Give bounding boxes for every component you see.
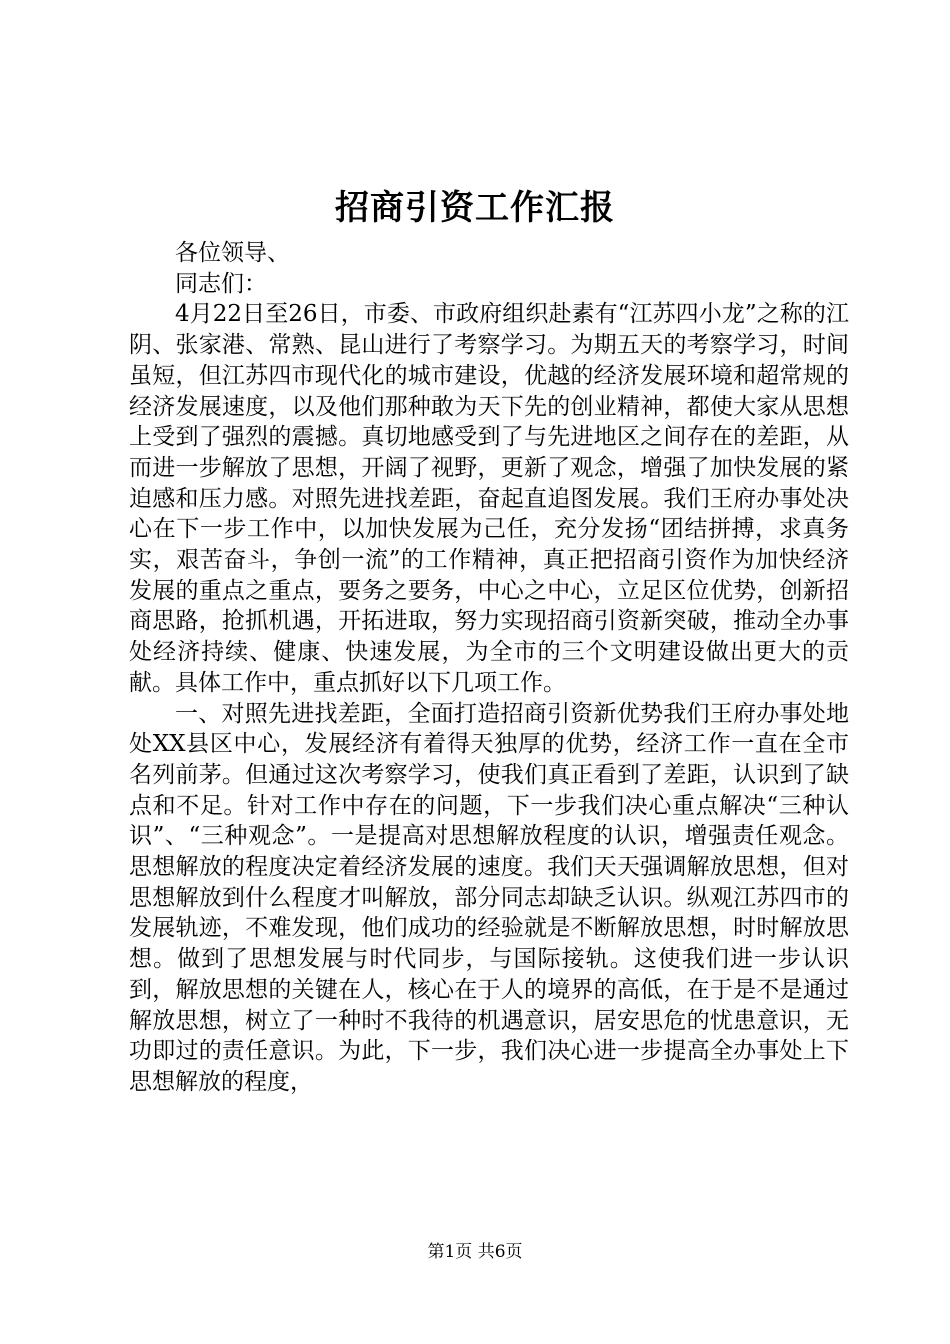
document-title: 招商引资工作汇报 [335,188,615,228]
salutation-line: 同志们： [175,270,267,297]
body-paragraph: 一、对照先进找差距，全面打造招商引资新优势我们王府办事处地处XX县区中心，发展经济有着得天独厚的优势，经济工作一直在全市名列前茅。但通过这次考察学习，使我们真正看到了差距，认识到了缺点和不足。针对工作中存在的问题，下一步我们决心重点解决“三种认识”、“三种观念”。一是提高对思想解放程度的认识，增强责任观念。思想解放的程度决定着经济发展的速度。我们天天强调解放思想，但对思想解放到什么程度才叫解放，部分同志却缺乏认识。纵观江苏四市的发展轨迹，不难发现，他们成功的经验就是不断解放思想，时时解放思想。做到了思想发展与时代同步，与国际接轨。这使我们进一步认识到，解放思想的关键在人，核心在于人的境界的高低，在于是不是通过解放思想，树立了一种时不我待的机遇意识，居安思危的忧患意识，无功即过的责任意识。为此，下一步，我们决心进一步提高全办事处上下思想解放的程度， [129,700,849,1095]
page-number-footer: 第1页 共6页 [427,1242,523,1262]
document-body [129,238,849,1098]
salutation-line: 各位领导、 [175,240,290,266]
body-paragraph: 4月22日至26日，市委、市政府组织赴素有“江苏四小龙”之称的江阴、张家港、常熟、昆山进行了考察学习。为期五天的考察学习，时间虽短，但江苏四市现代化的城市建设，优越的经济发展环境和超常规的经济发展速度，以及他们那种敢为天下先的创业精神，都使大家从思想上受到了强烈的震撼。真切地感受到了与先进地区之间存在的差距，从而进一步解放了思想，开阔了视野，更新了观念，增强了加快发展的紧迫感和压力感。对照先进找差距，奋起直追图发展。我们王府办事处决心在下一步工作中，以加快发展为己任，充分发扬“团结拼搏，求真务实，艰苦奋斗，争创一流”的工作精神，真正把招商引资作为加快经济发展的重点之重点，要务之要务，中心之中心，立足区位优势，创新招商思路，抢抓机遇，开拓进取，努力实现招商引资新突破，推动全办事处经济持续、健康、快速发展，为全市的三个文明建设做出更大的贡献。具体工作中，重点抓好以下几项工作。 [129,301,849,696]
